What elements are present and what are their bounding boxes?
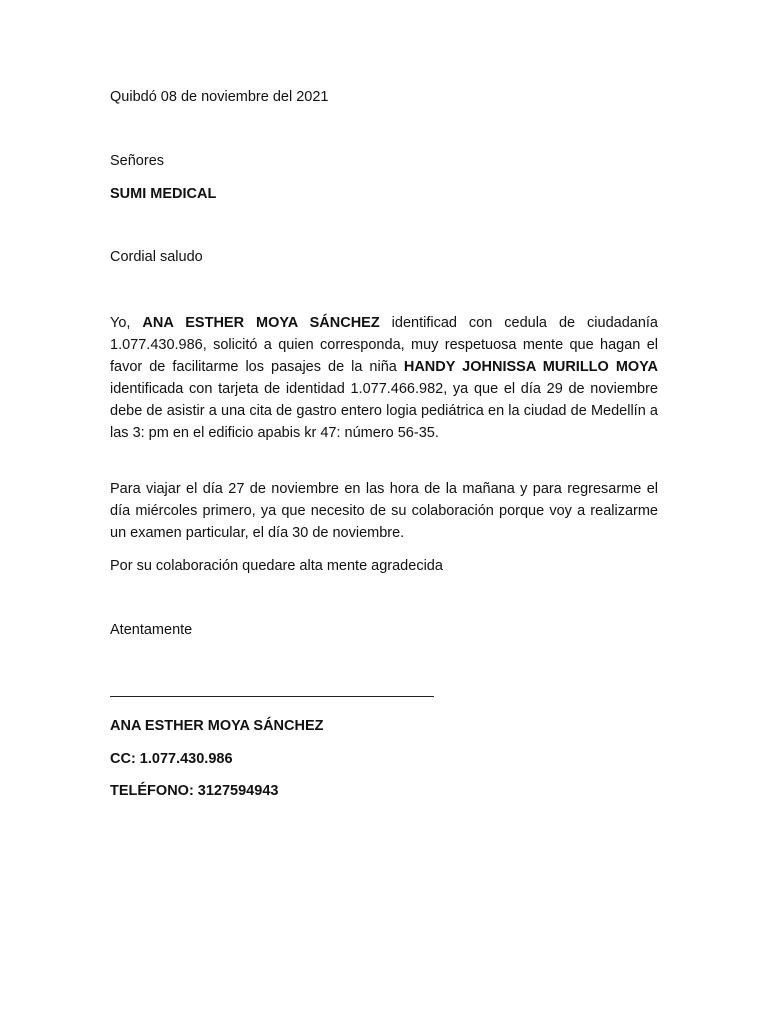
- paragraph-request: [110, 312, 658, 444]
- signature-line: [110, 696, 434, 697]
- letter-page: [110, 0, 658, 1024]
- p1-applicant-name: ANA ESTHER MOYA SÁNCHEZ: [142, 315, 380, 331]
- signature-cc: CC: 1.077.430.986: [110, 751, 233, 767]
- signature-name: ANA ESTHER MOYA SÁNCHEZ: [110, 718, 324, 734]
- paragraph-travel: Para viajar el día 27 de noviembre en las hora de la mañana y para regresarme el día miércoles primero, ya que necesito de su colaboración porque voy a realizarme un examen particular, el día 30 de noviembre.: [110, 481, 658, 541]
- p1-child-name: HANDY JOHNISSA MURILLO MOYA: [403, 359, 658, 375]
- signature-phone: TELÉFONO: 3127594943: [110, 783, 279, 799]
- greeting: Cordial saludo: [110, 249, 203, 265]
- date-line: Quibdó 08 de noviembre del 2021: [110, 89, 329, 105]
- closing: Atentamente: [110, 622, 193, 638]
- p1-text-a: identificad con cedula de ciudadanía 1.077.430.986, solicitó a quien corresponda, muy respetuosa mente que hagan el favor de facilitarme los pasajes de la niña: [110, 315, 658, 375]
- recipient: SUMI MEDICAL: [110, 186, 217, 202]
- salutation-to: Señores: [110, 153, 165, 169]
- p1-text-b: identificada con tarjeta de identidad 1.077.466.982, ya que el día 29 de noviembre debe de asistir a una cita de gastro entero logia pediátrica en la ciudad de Medellín a las 3: pm en el edificio apabis kr 47: número 56-35.: [110, 381, 658, 441]
- paragraph-thanks: Por su colaboración quedare alta mente agradecida: [110, 558, 443, 574]
- p1-intro: Yo,: [110, 315, 143, 331]
